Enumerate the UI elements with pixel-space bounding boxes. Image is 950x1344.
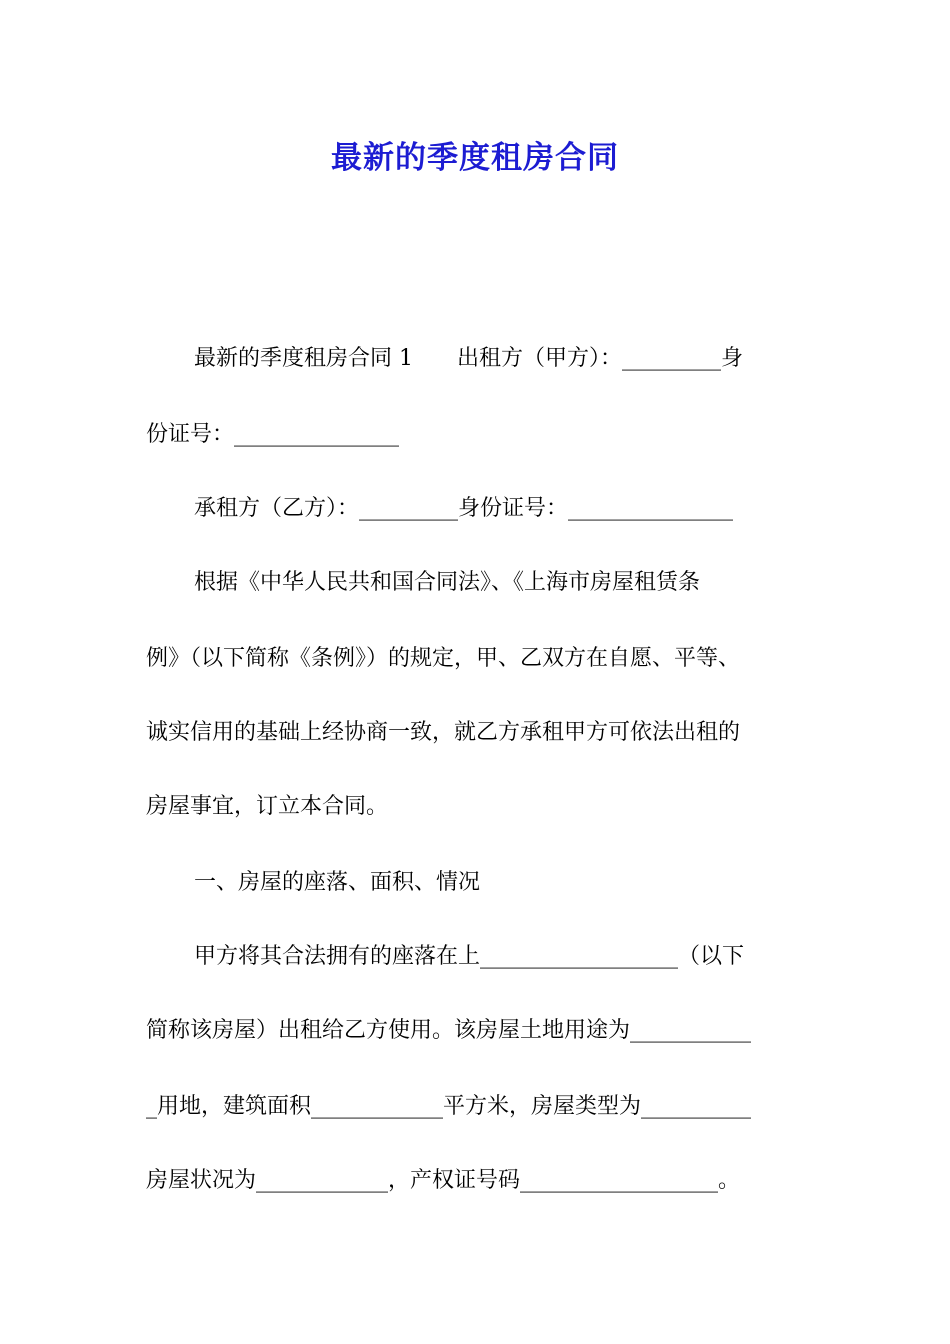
- party-b-line: 承租方（乙方）：_________身份证号：_______________: [194, 496, 734, 521]
- party-a-id-line: 份证号：_______________: [146, 422, 400, 447]
- party-a-line: 最新的季度租房合同 1 出租方（甲方）：_________身: [194, 346, 743, 371]
- section-1-line-2: 简称该房屋）出租给乙方使用。该房屋土地用途为___________: [146, 1018, 752, 1043]
- preamble-line-3: 诚实信用的基础上经协商一致，就乙方承租甲方可依法出租的: [146, 720, 741, 745]
- section-1-heading: 一、房屋的座落、面积、情况: [194, 870, 481, 895]
- document-title: 最新的季度租房合同: [331, 140, 619, 176]
- preamble-line-4: 房屋事宜，订立本合同。: [146, 794, 389, 819]
- section-1-line-3: _用地，建筑面积____________平方米，房屋类型为__________: [146, 1094, 752, 1119]
- section-1-line-4: 房屋状况为____________，产权证号码__________________。: [146, 1168, 741, 1193]
- preamble-line-1: 根据《中华人民共和国合同法》、《上海市房屋租赁条: [194, 570, 701, 595]
- section-1-line-1: 甲方将其合法拥有的座落在上__________________（以下: [194, 944, 745, 969]
- preamble-line-2: 例》（以下简称《条例》）的规定，甲、乙双方在自愿、平等、: [146, 646, 741, 671]
